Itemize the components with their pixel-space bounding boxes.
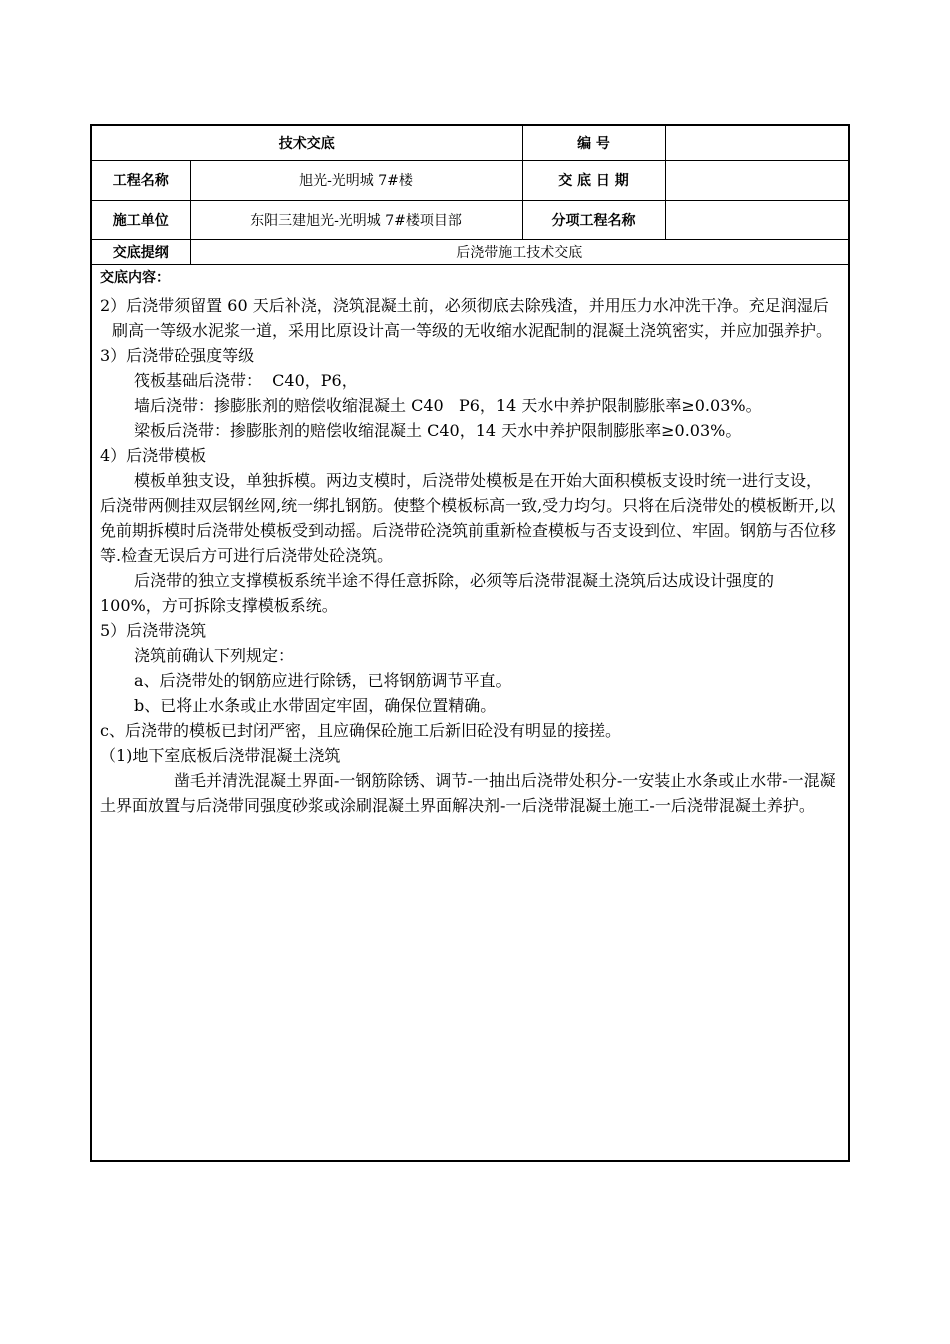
number-value <box>665 126 848 160</box>
paragraph-formwork: 模板单独支设，单独拆模。两边支模时，后浇带处模板是在开始大面积模板支设时统一进行支设， 后浇带两侧挂双层钢丝网,统一绑扎钢筋。使整个模板标高一致,受力均匀。只将在后浇带处的模板断开,以免前期拆模时后浇带处模板受到动摇。后浇带砼浇筑前重新检查模板与否支设到位、牢固。钢筋与否位移等.检查无误后方可进行后浇带处砼浇筑。 <box>100 471 838 565</box>
list-item-a: a、后浇带处的钢筋应进行除锈，已将钢筋调节平直。 <box>134 671 512 690</box>
form-title: 技术交底 <box>92 126 522 160</box>
construction-unit-label: 施工单位 <box>92 200 190 239</box>
construction-unit-value: 东阳三建旭光-光明城 7#楼项目部 <box>190 200 522 239</box>
paragraph-pour-prerequisites: 浇筑前确认下列规定： <box>134 646 295 665</box>
paragraph-pour-sequence: 凿毛并清洗混凝土界面-一钢筋除锈、调节-一抽出后浇带处积分-一安装止水条或止水带-一混凝土界面放置与后浇带同强度砂浆或涂刷混凝土界面解决剂-一后浇带混凝土施工-一后浇带混凝土养护。 <box>100 771 836 815</box>
list-item-b: b、已将止水条或止水带固定牢固，确保位置精确。 <box>134 696 497 715</box>
date-label: 交 底 日 期 <box>522 160 665 200</box>
date-value <box>665 160 848 200</box>
paragraph-beam-strength: 梁板后浇带：掺膨胀剂的赔偿收缩混凝土 C40，14 天水中养护限制膨胀率≥0.03%。 <box>134 421 742 440</box>
number-label: 编 号 <box>522 126 665 160</box>
disclosure-form <box>90 124 850 1162</box>
paragraph-item-2: 2）后浇带须留置 60 天后补浇，浇筑混凝土前，必须彻底去除残渣，并用压力水冲洗干净。充足润湿后刷高一等级水泥浆一道，采用比原设计高一等级的无收缩水泥配制的混凝土浇筑密实，并应加强养护。 <box>100 296 833 340</box>
header-table <box>92 126 848 265</box>
content-label: 交底内容： <box>100 270 170 286</box>
outline-label: 交底提纲 <box>92 239 190 264</box>
disclosure-content <box>92 266 848 818</box>
subproject-value <box>665 200 848 239</box>
subproject-label: 分项工程名称 <box>522 200 665 239</box>
section-heading-formwork: 4）后浇带模板 <box>100 446 207 465</box>
list-item-c: c、后浇带的模板已封闭严密，且应确保砼施工后新旧砼没有明显的接搓。 <box>100 721 621 740</box>
paragraph-raft-strength: 筏板基础后浇带： C40，P6， <box>134 371 358 390</box>
paragraph-wall-strength: 墙后浇带：掺膨胀剂的赔偿收缩混凝土 C40 P6，14 天水中养护限制膨胀率≥0.03%。 <box>134 396 762 415</box>
project-name-value: 旭光-光明城 7#楼 <box>190 160 522 200</box>
section-heading-strength: 3）后浇带砼强度等级 <box>100 346 255 365</box>
paragraph-support-system: 后浇带的独立支撑模板系统半途不得任意拆除，必须等后浇带混凝土浇筑后达成设计强度的 100%，方可拆除支撑模板系统。 <box>100 571 780 615</box>
project-name-label: 工程名称 <box>92 160 190 200</box>
subsection-heading-basement: （1)地下室底板后浇带混凝土浇筑 <box>100 746 341 765</box>
outline-value: 后浇带施工技术交底 <box>190 239 848 264</box>
section-heading-pouring: 5）后浇带浇筑 <box>100 621 207 640</box>
